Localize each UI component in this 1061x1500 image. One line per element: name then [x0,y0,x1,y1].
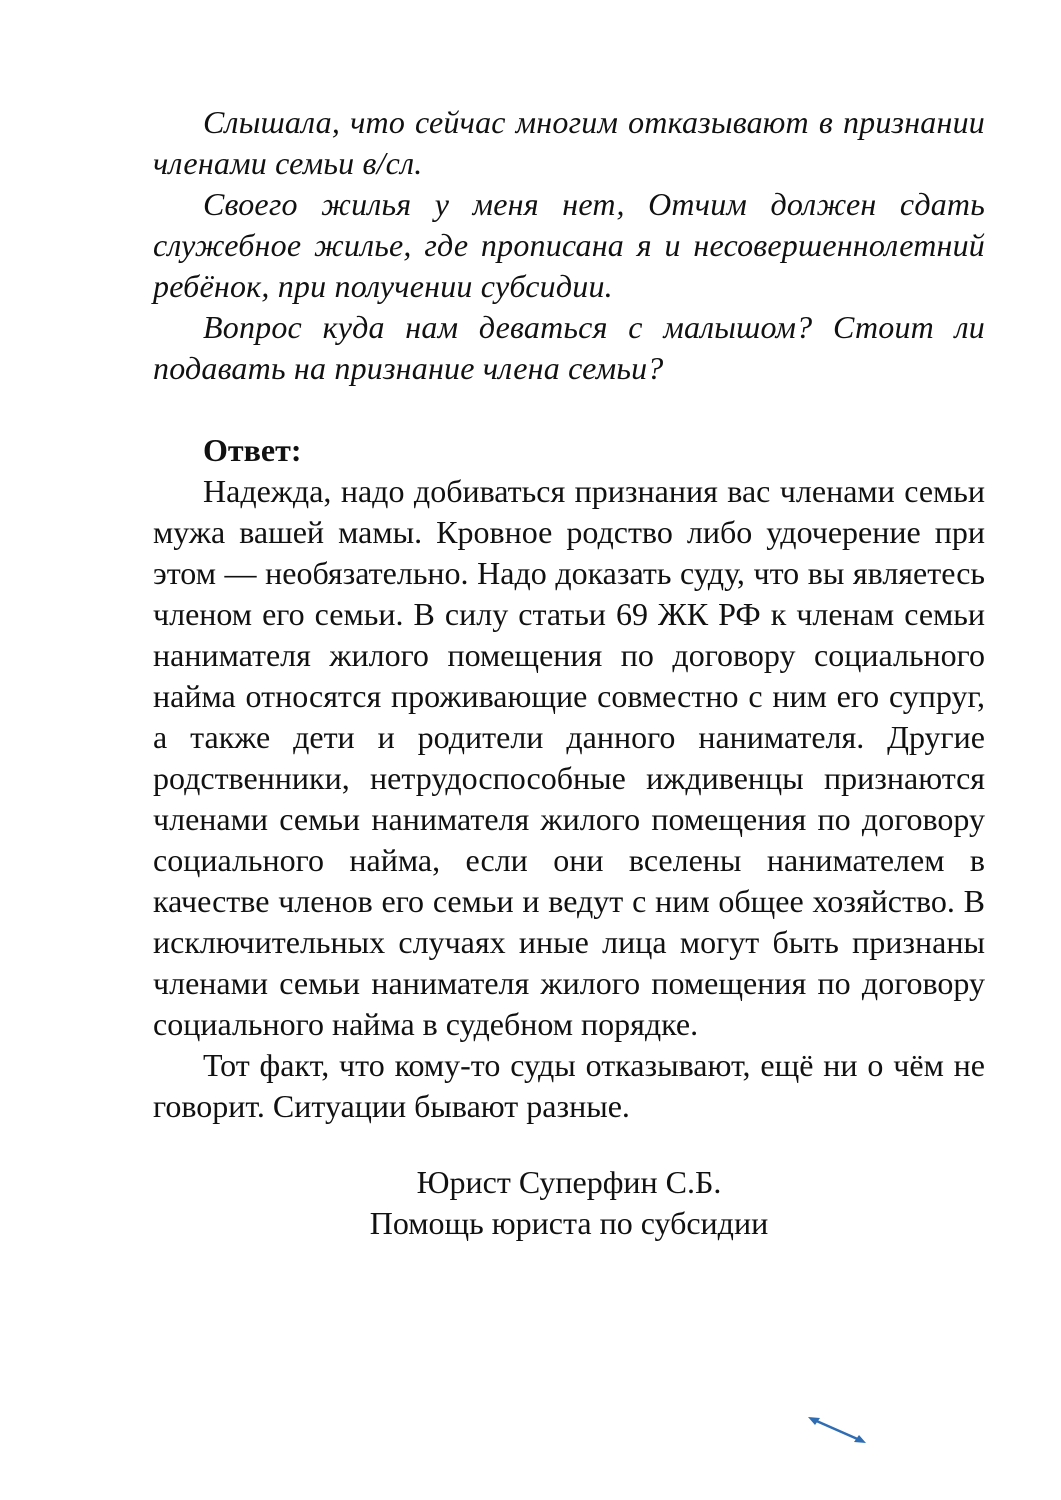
double-arrow-icon [806,1415,868,1445]
question-paragraph: Своего жилья у меня нет, Отчим должен сдать служебное жилье, где прописана я и несовершеннолетний ребёнок, при получении субсидии. [153,186,985,304]
question-paragraph: Слышала, что сейчас многим отказывают в признании членами семьи в/сл. [153,104,985,181]
question-paragraph: Вопрос куда нам деваться с малышом? Стоит ли подавать на признание члена семьи? [153,309,985,386]
answer-paragraph: Надежда, надо добиваться признания вас членами семьи мужа вашей мамы. Кровное родство либо удочерение при этом — необязательно. Надо доказать суду, что вы являетесь членом его семьи. В силу статьи 69 ЖК РФ к членам семьи нанимателя жилого помещения по договору социального найма относятся проживающие совместно с ним его супруг, а также дети и родители данного нанимателя. Другие родственники, нетрудоспособные иждивенцы признаются членами семьи нанимателя жилого помещения по договору социального найма, если они вселены нанимателем в качестве членов его семьи и ведут с ним общее хозяйство. В исключительных случаях иные лица могут быть признаны членами семьи нанимателя жилого помещения по договору социального найма в судебном порядке. [153,473,985,1042]
signature-block [153,1162,985,1244]
signature-service: Помощь юриста по субсидии [369,1205,769,1241]
section-spacer [153,389,985,430]
signature-author: Юрист Суперфин С.Б. [416,1164,722,1200]
answer-heading: Ответ: [203,432,302,468]
answer-paragraph: Тот факт, что кому-то суды отказывают, ещё ни о чём не говорит. Ситуации бывают разные. [153,1047,985,1124]
document-page [153,102,985,1244]
question-section [153,102,985,389]
answer-section [153,430,985,1127]
